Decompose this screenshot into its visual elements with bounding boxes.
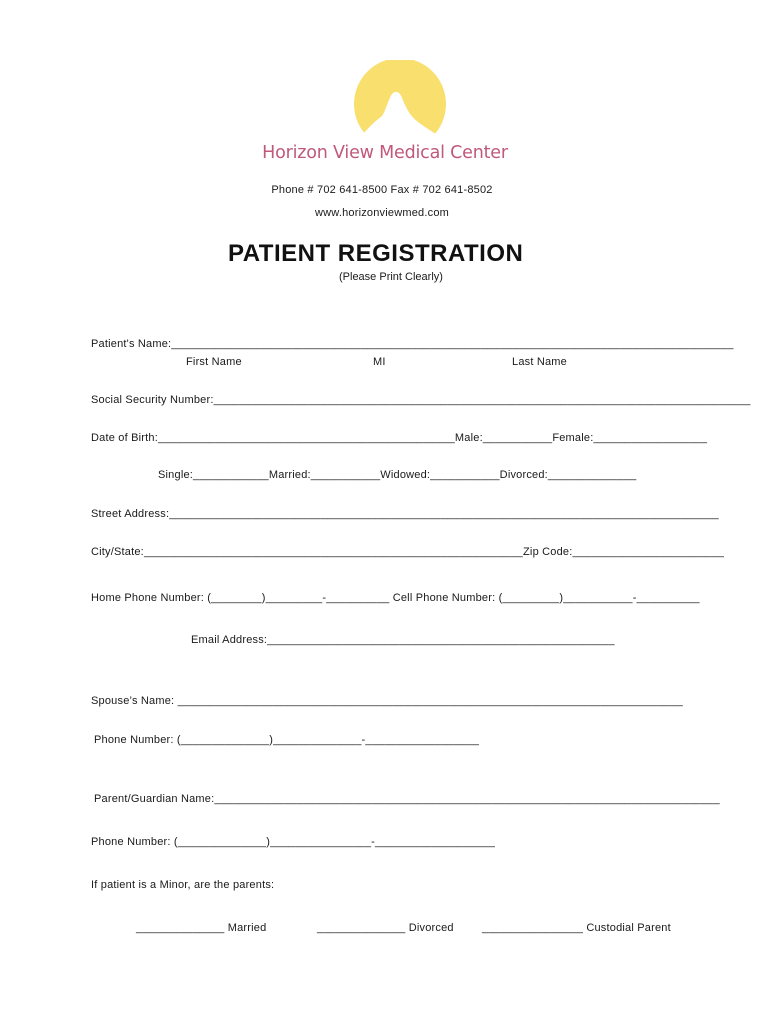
first-name-label: First Name [186, 356, 242, 368]
brand-name: Horizon View Medical Center [262, 143, 508, 163]
phone-numbers-field[interactable]: Home Phone Number: (________)_________-__________ Cell Phone Number: (_________)___________-__________ [91, 592, 700, 604]
guardian-phone-field[interactable]: Phone Number: (______________)________________-___________________ [91, 836, 496, 848]
email-field[interactable]: Email Address:_______________________________________________________ [191, 634, 615, 646]
page-subtitle: (Please Print Clearly) [339, 271, 443, 283]
minor-question: If patient is a Minor, are the parents: [91, 879, 275, 891]
guardian-name-field[interactable]: Parent/Guardian Name:________________________________________________________________________________ [94, 793, 720, 805]
mi-label: MI [373, 356, 386, 368]
ssn-field[interactable]: Social Security Number:_____________________________________________________________________________________ [91, 394, 751, 406]
divorced-option-field[interactable]: ______________ Divorced [317, 922, 454, 934]
spouse-name-field[interactable]: Spouse’s Name: ________________________________________________________________________________ [91, 695, 683, 707]
page-title: PATIENT REGISTRATION [228, 240, 524, 267]
last-name-label: Last Name [512, 356, 567, 368]
sun-mountain-logo-icon [352, 60, 448, 142]
dob-sex-field[interactable]: Date of Birth:_______________________________________________Male:___________Female:__________________ [91, 432, 708, 444]
custodial-parent-option-field[interactable]: ________________ Custodial Parent [482, 922, 671, 934]
street-address-field[interactable]: Street Address:_______________________________________________________________________________________ [91, 508, 719, 520]
patient-name-field[interactable]: Patient's Name:_________________________________________________________________________________________ [91, 338, 734, 350]
website: www.horizonviewmed.com [315, 207, 449, 219]
city-zip-field[interactable]: City/State:____________________________________________________________Zip Code:________________________ [91, 546, 725, 558]
marital-status-field[interactable]: Single:____________Married:___________Widowed:___________Divorced:______________ [158, 469, 637, 481]
spouse-phone-field[interactable]: Phone Number: (______________)______________-__________________ [94, 734, 480, 746]
contact-phone-fax: Phone # 702 641-8500 Fax # 702 641-8502 [271, 184, 493, 196]
married-option-field[interactable]: ______________ Married [136, 922, 267, 934]
